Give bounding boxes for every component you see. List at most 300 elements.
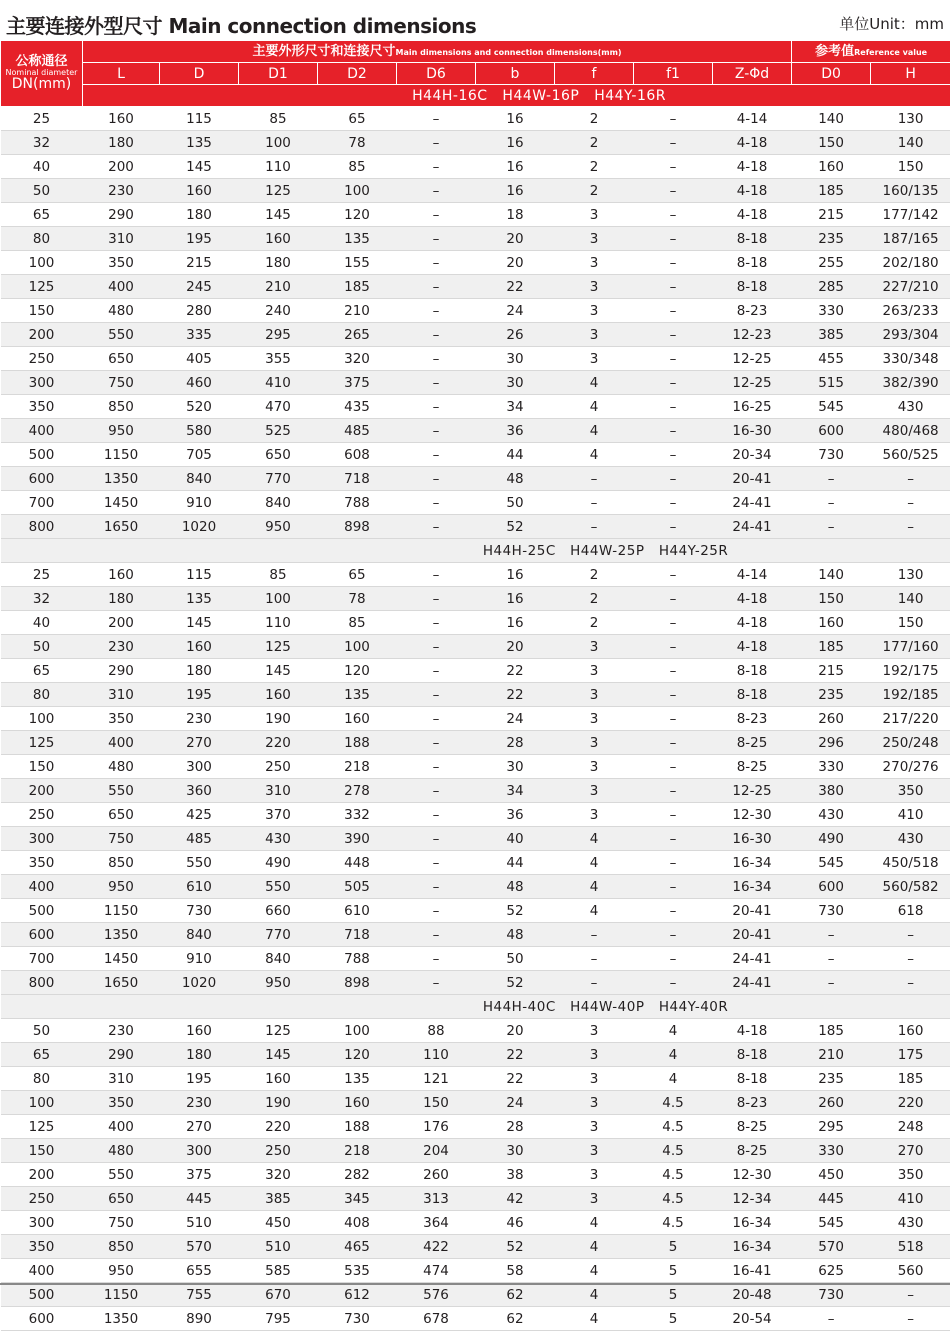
table-cell: 180 — [83, 131, 160, 155]
table-cell: 270 — [160, 1115, 239, 1139]
table-cell: 560/582 — [871, 875, 950, 899]
table-cell: 345 — [318, 1187, 397, 1211]
model-header-16 — [83, 85, 950, 107]
table-cell: 85 — [318, 155, 397, 179]
table-cell: 44 — [476, 443, 555, 467]
table-cell: – — [634, 659, 713, 683]
table-cell: 50 — [476, 947, 555, 971]
table-cell: 750 — [83, 827, 160, 851]
table-cell: 950 — [239, 971, 318, 995]
table-cell: 185 — [318, 275, 397, 299]
table-cell: 770 — [239, 923, 318, 947]
table-cell: 480 — [83, 755, 160, 779]
table-cell: 187/165 — [871, 227, 950, 251]
table-cell: 192/175 — [871, 659, 950, 683]
table-cell: 1020 — [160, 971, 239, 995]
table-cell: – — [871, 923, 950, 947]
table-cell: 180 — [83, 587, 160, 611]
table-cell: 80 — [1, 227, 83, 251]
table-cell: 16-34 — [713, 875, 792, 899]
table-cell: – — [555, 515, 634, 539]
table-cell: 34 — [476, 395, 555, 419]
table-cell: 188 — [318, 1115, 397, 1139]
table-cell: 4 — [634, 1043, 713, 1067]
table-cell: 50 — [1, 179, 83, 203]
table-cell: – — [397, 875, 476, 899]
table-cell: 8-25 — [713, 1139, 792, 1163]
table-cell: 455 — [792, 347, 871, 371]
table-cell: – — [397, 227, 476, 251]
table-cell: – — [634, 443, 713, 467]
table-row — [1, 1235, 950, 1259]
table-cell: 140 — [792, 107, 871, 131]
table-row — [1, 131, 950, 155]
table-cell: 3 — [555, 1163, 634, 1187]
table-cell: 950 — [239, 515, 318, 539]
table-cell: 4 — [555, 419, 634, 443]
table-cell: 8-18 — [713, 275, 792, 299]
table-cell: 100 — [318, 1019, 397, 1043]
table-cell: 515 — [792, 371, 871, 395]
table-cell: 65 — [318, 563, 397, 587]
table-cell: 145 — [239, 659, 318, 683]
table-cell: 160 — [318, 707, 397, 731]
table-cell: – — [634, 491, 713, 515]
column-labels-row — [1, 63, 950, 85]
table-cell: – — [634, 803, 713, 827]
table-cell: 16 — [476, 587, 555, 611]
column-header: L — [83, 63, 160, 85]
table-cell: 310 — [83, 1067, 160, 1091]
main-dimensions-header — [83, 41, 792, 63]
table-cell: 8-25 — [713, 731, 792, 755]
table-cell: 125 — [1, 731, 83, 755]
table-cell: 890 — [160, 1307, 239, 1331]
dn-header — [1, 41, 83, 107]
table-cell: 20-54 — [713, 1307, 792, 1331]
table-cell: 1150 — [83, 443, 160, 467]
table-cell: 5 — [634, 1283, 713, 1307]
table-cell: 160 — [318, 1091, 397, 1115]
table-cell: 718 — [318, 923, 397, 947]
table-cell: – — [634, 299, 713, 323]
table-cell: – — [397, 779, 476, 803]
table-cell: 385 — [239, 1187, 318, 1211]
table-cell: 36 — [476, 419, 555, 443]
table-cell: 230 — [160, 1091, 239, 1115]
table-row — [1, 1115, 950, 1139]
table-cell: 40 — [1, 155, 83, 179]
table-cell: – — [634, 227, 713, 251]
table-row — [1, 851, 950, 875]
table-cell: 4 — [555, 1259, 634, 1283]
table-cell: – — [397, 371, 476, 395]
table-cell: 400 — [83, 731, 160, 755]
table-cell: 265 — [318, 323, 397, 347]
table-cell: 450 — [792, 1163, 871, 1187]
table-cell: 250 — [1, 1187, 83, 1211]
table-cell: 3 — [555, 803, 634, 827]
table-cell: 350 — [83, 707, 160, 731]
table-cell: 3 — [555, 347, 634, 371]
table-cell: 8-23 — [713, 1091, 792, 1115]
table-cell: 220 — [239, 1115, 318, 1139]
table-cell: – — [634, 467, 713, 491]
table-cell: 135 — [318, 227, 397, 251]
table-cell: 840 — [160, 923, 239, 947]
table-cell: 12-34 — [713, 1187, 792, 1211]
table-cell: – — [397, 251, 476, 275]
table-row — [1, 179, 950, 203]
table-cell: 30 — [476, 1139, 555, 1163]
table-cell: 230 — [83, 179, 160, 203]
table-row — [1, 971, 950, 995]
table-cell: 8-18 — [713, 659, 792, 683]
table-cell: 800 — [1, 971, 83, 995]
table-cell: – — [397, 203, 476, 227]
table-row — [1, 491, 950, 515]
table-row — [1, 203, 950, 227]
table-cell: 750 — [83, 371, 160, 395]
table-cell: 85 — [239, 563, 318, 587]
table-cell: 150 — [871, 611, 950, 635]
table-cell: – — [397, 851, 476, 875]
column-header: H — [871, 63, 950, 85]
table-cell: 250 — [239, 755, 318, 779]
table-cell: – — [397, 491, 476, 515]
table-row — [1, 155, 950, 179]
table-cell: 48 — [476, 923, 555, 947]
table-cell: 295 — [792, 1115, 871, 1139]
table-cell: – — [397, 755, 476, 779]
table-cell: 145 — [160, 611, 239, 635]
table-cell: 20-34 — [713, 443, 792, 467]
table-cell: 2 — [555, 155, 634, 179]
table-cell: 125 — [1, 1115, 83, 1139]
table-cell: 5 — [634, 1259, 713, 1283]
table-cell: 180 — [160, 659, 239, 683]
table-cell: 400 — [83, 275, 160, 299]
table-cell: 4-18 — [713, 587, 792, 611]
table-cell: 278 — [318, 779, 397, 803]
table-cell: 202/180 — [871, 251, 950, 275]
table-cell: – — [634, 827, 713, 851]
table-cell: 160 — [792, 611, 871, 635]
table-cell: 200 — [83, 155, 160, 179]
table-row — [1, 875, 950, 899]
table-cell: 230 — [160, 707, 239, 731]
table-cell: 618 — [871, 899, 950, 923]
table-cell: – — [871, 947, 950, 971]
table-cell: 898 — [318, 515, 397, 539]
table-cell: 177/160 — [871, 635, 950, 659]
table-cell: – — [634, 947, 713, 971]
table-cell: 58 — [476, 1259, 555, 1283]
table-cell: 4.5 — [634, 1211, 713, 1235]
table-row — [1, 1163, 950, 1187]
table-cell: 510 — [239, 1235, 318, 1259]
table-cell: – — [634, 347, 713, 371]
table-cell: 500 — [1, 1283, 83, 1307]
table-cell: 255 — [792, 251, 871, 275]
table-cell: 350 — [871, 779, 950, 803]
table-cell: 500 — [1, 899, 83, 923]
table-cell: 700 — [1, 947, 83, 971]
table-cell: – — [871, 971, 950, 995]
table-cell: 445 — [792, 1187, 871, 1211]
table-cell: 16 — [476, 107, 555, 131]
table-cell: 310 — [239, 779, 318, 803]
table-cell: 20-41 — [713, 923, 792, 947]
table-cell: 4.5 — [634, 1187, 713, 1211]
table-cell: 474 — [397, 1259, 476, 1283]
table-row — [1, 275, 950, 299]
table-cell: 160 — [160, 179, 239, 203]
table-cell: – — [634, 107, 713, 131]
table-cell: 62 — [476, 1283, 555, 1307]
table-cell: 385 — [792, 323, 871, 347]
table-cell: 600 — [1, 923, 83, 947]
table-cell: 4-18 — [713, 179, 792, 203]
table-cell: – — [792, 515, 871, 539]
table-cell: 350 — [83, 1091, 160, 1115]
table-cell: 65 — [318, 107, 397, 131]
table-cell: 364 — [397, 1211, 476, 1235]
table-cell: 8-18 — [713, 251, 792, 275]
table-cell: 650 — [83, 347, 160, 371]
table-cell: – — [397, 563, 476, 587]
table-cell: 240 — [239, 299, 318, 323]
table-cell: 4 — [634, 1019, 713, 1043]
table-cell: 210 — [239, 275, 318, 299]
table-cell: 450/518 — [871, 851, 950, 875]
table-cell: – — [871, 491, 950, 515]
table-cell: 535 — [318, 1259, 397, 1283]
table-cell: – — [634, 923, 713, 947]
table-cell: 3 — [555, 1091, 634, 1115]
table-cell: 20 — [476, 1019, 555, 1043]
table-cell: 490 — [792, 827, 871, 851]
table-cell: 448 — [318, 851, 397, 875]
table-cell: 570 — [160, 1235, 239, 1259]
table-cell: 155 — [318, 251, 397, 275]
table-cell: 3 — [555, 779, 634, 803]
table-cell: 175 — [871, 1043, 950, 1067]
table-row — [1, 755, 950, 779]
table-cell: 16-30 — [713, 419, 792, 443]
table-cell: 1650 — [83, 515, 160, 539]
table-cell: 405 — [160, 347, 239, 371]
table-row — [1, 443, 950, 467]
table-cell: – — [792, 947, 871, 971]
table-cell: 200 — [1, 779, 83, 803]
table-cell: 678 — [397, 1307, 476, 1331]
table-cell: – — [634, 131, 713, 155]
table-cell: 290 — [83, 1043, 160, 1067]
table-cell: – — [634, 323, 713, 347]
table-cell: 4 — [555, 395, 634, 419]
table-cell: 500 — [1, 443, 83, 467]
table-cell: 350 — [871, 1163, 950, 1187]
table-cell: 612 — [318, 1283, 397, 1307]
table-cell: 2 — [555, 563, 634, 587]
table-cell: 788 — [318, 491, 397, 515]
table-cell: 217/220 — [871, 707, 950, 731]
table-cell: – — [397, 515, 476, 539]
table-cell: – — [634, 635, 713, 659]
table-cell: 120 — [318, 203, 397, 227]
table-cell: 121 — [397, 1067, 476, 1091]
table-cell: 16-30 — [713, 827, 792, 851]
table-cell: 30 — [476, 755, 555, 779]
table-cell: 48 — [476, 875, 555, 899]
table-cell: 62 — [476, 1307, 555, 1331]
table-cell: 485 — [160, 827, 239, 851]
table-cell: 195 — [160, 683, 239, 707]
table-cell: 38 — [476, 1163, 555, 1187]
table-cell: 330 — [792, 299, 871, 323]
table-cell: – — [871, 515, 950, 539]
model-group-row — [1, 995, 950, 1019]
table-cell: 2 — [555, 611, 634, 635]
table-row — [1, 947, 950, 971]
column-header: D1 — [239, 63, 318, 85]
table-cell: – — [871, 1307, 950, 1331]
table-cell: 8-18 — [713, 227, 792, 251]
column-header: b — [476, 63, 555, 85]
table-cell: – — [555, 491, 634, 515]
table-row — [1, 467, 950, 491]
table-cell: – — [397, 443, 476, 467]
table-cell: 210 — [792, 1043, 871, 1067]
table-row — [1, 251, 950, 275]
table-cell: – — [871, 467, 950, 491]
table-cell: 160 — [160, 1019, 239, 1043]
table-cell: 4.5 — [634, 1115, 713, 1139]
table-cell: 145 — [160, 155, 239, 179]
table-cell: 910 — [160, 947, 239, 971]
table-cell: 545 — [792, 851, 871, 875]
table-cell: 5 — [634, 1235, 713, 1259]
table-cell: 800 — [1, 515, 83, 539]
table-cell: 4 — [555, 875, 634, 899]
table-cell: – — [634, 611, 713, 635]
table-cell: 260 — [397, 1163, 476, 1187]
table-cell: 160 — [83, 107, 160, 131]
page-title: 主要连接外型尺寸 Main connection dimensions — [6, 10, 476, 39]
main-dimensions-header-en: Main dimensions and connection dimensions(mm) — [396, 48, 622, 57]
table-cell: 480 — [83, 1139, 160, 1163]
table-cell: – — [634, 563, 713, 587]
table-cell: 293/304 — [871, 323, 950, 347]
table-cell: 250 — [1, 347, 83, 371]
table-row — [1, 1043, 950, 1067]
table-cell: 28 — [476, 1115, 555, 1139]
table-cell: 350 — [1, 1235, 83, 1259]
table-cell: 295 — [239, 323, 318, 347]
table-cell: 600 — [1, 467, 83, 491]
table-cell: 422 — [397, 1235, 476, 1259]
table-cell: 4-14 — [713, 107, 792, 131]
table-header — [1, 41, 950, 107]
table-cell: 34 — [476, 779, 555, 803]
table-cell: 370 — [239, 803, 318, 827]
table-cell: 12-30 — [713, 803, 792, 827]
table-cell: 185 — [792, 635, 871, 659]
table-cell: 145 — [239, 1043, 318, 1067]
table-cell: – — [634, 371, 713, 395]
table-cell: – — [397, 899, 476, 923]
table-cell: 898 — [318, 971, 397, 995]
table-cell: 50 — [1, 1019, 83, 1043]
table-cell: – — [792, 923, 871, 947]
table-cell: 2 — [555, 131, 634, 155]
table-cell: 125 — [239, 179, 318, 203]
table-cell: – — [397, 107, 476, 131]
table-cell: 4-18 — [713, 131, 792, 155]
table-cell: 280 — [160, 299, 239, 323]
table-row — [1, 419, 950, 443]
table-cell: 718 — [318, 467, 397, 491]
table-cell: – — [397, 347, 476, 371]
table-cell: 120 — [318, 1043, 397, 1067]
table-cell: 125 — [239, 635, 318, 659]
table-cell: 48 — [476, 467, 555, 491]
table-cell: 65 — [1, 1043, 83, 1067]
table-cell: 3 — [555, 635, 634, 659]
table-cell: 135 — [160, 131, 239, 155]
table-cell: 215 — [160, 251, 239, 275]
model-group-cell — [1, 539, 950, 563]
table-cell: 320 — [318, 347, 397, 371]
table-cell: 600 — [792, 875, 871, 899]
table-cell: 545 — [792, 1211, 871, 1235]
table-cell: 52 — [476, 1235, 555, 1259]
table-cell: 310 — [83, 683, 160, 707]
table-row — [1, 1091, 950, 1115]
table-row — [1, 299, 950, 323]
table-cell: 204 — [397, 1139, 476, 1163]
table-cell: 195 — [160, 1067, 239, 1091]
table-row — [1, 1259, 950, 1283]
table-cell: 24 — [476, 1091, 555, 1115]
table-cell: 380 — [792, 779, 871, 803]
table-cell: 730 — [792, 443, 871, 467]
table-cell: – — [634, 875, 713, 899]
table-row — [1, 611, 950, 635]
table-cell: 24-41 — [713, 515, 792, 539]
table-cell: 470 — [239, 395, 318, 419]
table-cell: 25 — [1, 563, 83, 587]
table-cell: 160 — [160, 635, 239, 659]
table-cell: – — [397, 419, 476, 443]
table-cell: 85 — [318, 611, 397, 635]
table-cell: 52 — [476, 899, 555, 923]
table-cell: 3 — [555, 227, 634, 251]
table-cell: 480 — [83, 299, 160, 323]
table-row — [1, 1211, 950, 1235]
table-cell: – — [397, 275, 476, 299]
table-cell: 750 — [83, 1211, 160, 1235]
table-cell: 1150 — [83, 899, 160, 923]
table-cell: 360 — [160, 779, 239, 803]
table-cell: 1020 — [160, 515, 239, 539]
table-cell: 245 — [160, 275, 239, 299]
table-cell: 382/390 — [871, 371, 950, 395]
table-cell: 840 — [239, 947, 318, 971]
table-cell: 3 — [555, 203, 634, 227]
table-cell: – — [397, 803, 476, 827]
